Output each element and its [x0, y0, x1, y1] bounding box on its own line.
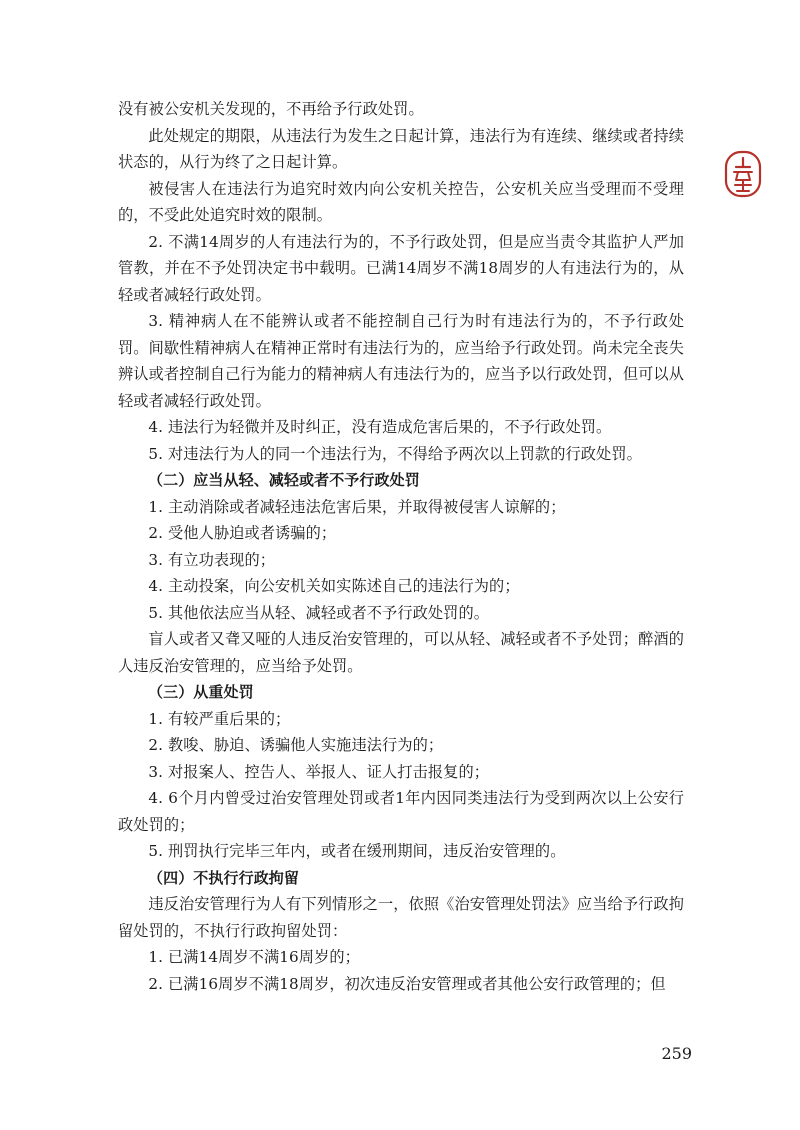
paragraph: 3. 对报案人、控告人、举报人、证人打击报复的； [148, 762, 490, 781]
paragraph: 4. 违法行为轻微并及时纠正，没有造成危害后果的，不予行政处罚。 [148, 418, 612, 436]
paragraph: 违反治安管理行为人有下列情形之一，依照《治安管理处罚法》应当给予行政拘留处罚的，不执行行政拘留处罚： [118, 895, 684, 940]
paragraph: 4. 主动投案，向公安机关如实陈述自己的违法行为的； [148, 577, 520, 595]
paragraph: 没有被公安机关发现的，不再给予行政处罚。 [118, 100, 424, 118]
paragraph: 3. 有立功表现的； [148, 550, 276, 569]
paragraph: 2. 不满14周岁的人有违法行为的，不予行政处罚，但是应当责令其监护人严加管教，并在不予处罚决定书中载明。已满14周岁不满18周岁的人有违法行为的，从轻或者减轻行政处罚。 [118, 232, 684, 304]
paragraph: 被侵害人在违法行为追究时效内向公安机关控告，公安机关应当受理而不受理的，不受此处追究时效的限制。 [118, 179, 684, 224]
paragraph: 5. 其他依法应当从轻、减轻或者不予行政处罚的。 [148, 603, 490, 622]
paragraph: 4. 6个月内曾受过治安管理处罚或者1年内因同类违法行为受到两次以上公安行政处罚的； [118, 789, 684, 834]
paragraph: 此处规定的期限，从违法行为发生之日起计算，违法行为有连续、继续或者持续状态的，从行为终了之日起计算。 [118, 126, 684, 171]
paragraph: 1. 已满14周岁不满16周岁的； [148, 948, 360, 966]
paragraph: 1. 有较严重后果的； [148, 709, 291, 728]
paragraph: 1. 主动消除或者减轻违法危害后果，并取得被侵害人谅解的； [148, 497, 566, 516]
section-heading: （二）应当从轻、减轻或者不予行政处罚 [148, 471, 420, 489]
paragraph: 5. 刑罚执行完毕三年内，或者在缓刑期间，违反治安管理的。 [148, 842, 566, 860]
seal-stamp-graphic [724, 150, 762, 198]
paragraph: 2. 教唆、胁迫、诱骗他人实施违法行为的； [148, 736, 444, 754]
paragraph: 5. 对违法行为人的同一个违法行为，不得给予两次以上罚款的行政处罚。 [148, 444, 642, 463]
page-number: 259 [661, 1044, 692, 1063]
paragraph: 2. 已满16周岁不满18周岁，初次违反治安管理或者其他公安行政管理的；但 [148, 974, 666, 993]
paragraph: 3. 精神病人在不能辨认或者不能控制自己行为时有违法行为的，不予行政处罚。间歇性精神病人在精神正常时有违法行为的，应当给予行政处罚。尚未完全丧失辨认或者控制自己行为能力的精神病人有违法行为的，应当予以行政处罚，但可以从轻或者减轻行政处罚。 [118, 312, 684, 410]
paragraph: 盲人或者又聋又哑的人违反治安管理的，可以从轻、减轻或者不予处罚；醉酒的人违反治安管理的，应当给予处罚。 [118, 630, 684, 675]
seal-stamp [724, 150, 762, 198]
paragraph: 2. 受他人胁迫或者诱骗的； [148, 524, 337, 542]
section-heading: （三）从重处罚 [148, 683, 254, 701]
body-text [118, 96, 684, 997]
section-heading: （四）不执行行政拘留 [148, 868, 300, 887]
